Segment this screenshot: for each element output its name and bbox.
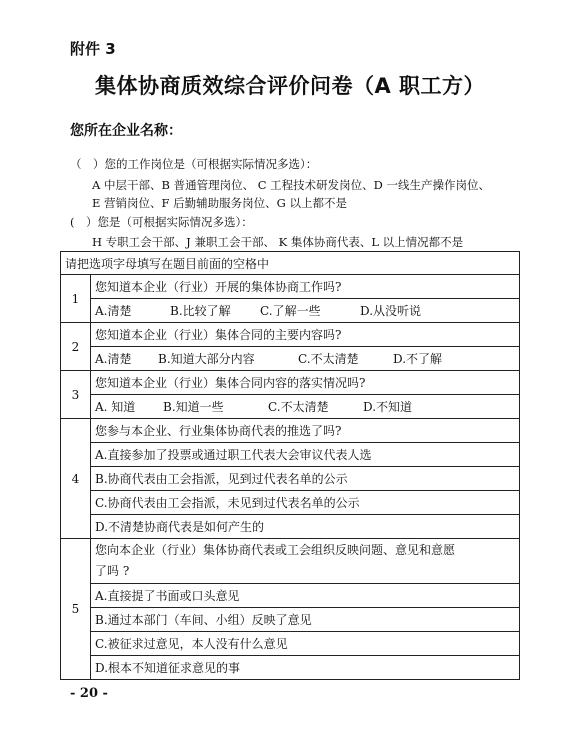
option-d: D.不清楚协商代表是如何产生的 bbox=[91, 515, 520, 539]
table-row bbox=[61, 419, 520, 443]
attachment-label: 附件 3 bbox=[70, 40, 116, 58]
option-a: A.清楚 bbox=[95, 352, 132, 366]
option-d: D.不知道 bbox=[363, 400, 413, 414]
question-text: 您知道本企业（行业）开展的集体协商工作吗? bbox=[91, 275, 520, 299]
table-row bbox=[61, 656, 520, 680]
table-row bbox=[61, 632, 520, 656]
question-text-line2: 了吗 ? bbox=[95, 564, 130, 578]
table-row bbox=[61, 515, 520, 539]
option-c: C.不太清楚 bbox=[268, 400, 329, 414]
questionnaire-table bbox=[60, 251, 520, 680]
question-options bbox=[91, 299, 520, 323]
question-number: 5 bbox=[61, 539, 91, 680]
table-row bbox=[61, 323, 520, 347]
question-number: 4 bbox=[61, 419, 91, 539]
page-number: - 20 - bbox=[70, 686, 108, 701]
question-text: 您知道本企业（行业）集体合同的主要内容吗? bbox=[91, 323, 520, 347]
question-text: 您知道本企业（行业）集体合同内容的落实情况吗? bbox=[91, 371, 520, 395]
role-question-prompt: ( ）您是（可根据实际情况多选）： bbox=[70, 215, 253, 229]
role-options-line1: H 专职工会干部、J 兼职工会干部、 K 集体协商代表、L 以上情况都不是 bbox=[92, 235, 464, 249]
option-c: C.被征求过意见，本人没有什么意见 bbox=[91, 632, 520, 656]
position-options-line2: E 营销岗位、F 后勤辅助服务岗位、G 以上都不是 bbox=[92, 196, 348, 210]
option-d: D.从没听说 bbox=[360, 304, 422, 318]
table-row bbox=[61, 371, 520, 395]
question-number: 1 bbox=[61, 275, 91, 323]
question-options bbox=[91, 395, 520, 419]
page-title: 集体协商质效综合评价问卷（A 职工方） bbox=[94, 74, 486, 98]
table-row bbox=[61, 467, 520, 491]
question-text bbox=[91, 539, 520, 584]
question-options bbox=[91, 347, 520, 371]
option-b: B.知道大部分内容 bbox=[158, 352, 255, 366]
table-row bbox=[61, 299, 520, 323]
option-d: D.不了解 bbox=[393, 352, 443, 366]
table-row bbox=[61, 252, 520, 275]
question-text-line1: 您向本企业（行业）集体协商代表或工会组织反映问题、意见和意愿 bbox=[95, 543, 456, 557]
option-a: A.清楚 bbox=[95, 304, 132, 318]
option-d: D.根本不知道征求意见的事 bbox=[91, 656, 520, 680]
table-row bbox=[61, 539, 520, 584]
option-b: B.知道一些 bbox=[163, 400, 224, 414]
table-row bbox=[61, 584, 520, 608]
option-b: B.比较了解 bbox=[170, 304, 231, 318]
option-a: A.直接参加了投票或通过职工代表大会审议代表人选 bbox=[91, 443, 520, 467]
option-b: B.通过本部门（车间、小组）反映了意见 bbox=[91, 608, 520, 632]
option-a: A.直接提了书面或口头意见 bbox=[91, 584, 520, 608]
option-c: C.不太清楚 bbox=[298, 352, 359, 366]
table-row bbox=[61, 395, 520, 419]
table-instruction: 请把选项字母填写在题目前面的空格中 bbox=[61, 252, 520, 275]
option-c: C.协商代表由工会指派，未见到过代表名单的公示 bbox=[91, 491, 520, 515]
table-row bbox=[61, 347, 520, 371]
table-row bbox=[61, 491, 520, 515]
company-name-label: 您所在企业名称： bbox=[70, 123, 182, 139]
position-question-prompt: （ ）您的工作岗位是（可根据实际情况多选）： bbox=[70, 157, 318, 171]
question-text: 您参与本企业、行业集体协商代表的推选了吗? bbox=[91, 419, 520, 443]
question-number: 2 bbox=[61, 323, 91, 371]
position-options-line1: A 中层干部、B 普通管理岗位、 C 工程技术研发岗位、D 一线生产操作岗位、 bbox=[92, 178, 491, 192]
question-number: 3 bbox=[61, 371, 91, 419]
table-row bbox=[61, 608, 520, 632]
option-a: A. 知道 bbox=[95, 400, 136, 414]
option-c: C.了解一些 bbox=[260, 304, 321, 318]
table-row bbox=[61, 443, 520, 467]
option-b: B.协商代表由工会指派，见到过代表名单的公示 bbox=[91, 467, 520, 491]
table-row bbox=[61, 275, 520, 299]
